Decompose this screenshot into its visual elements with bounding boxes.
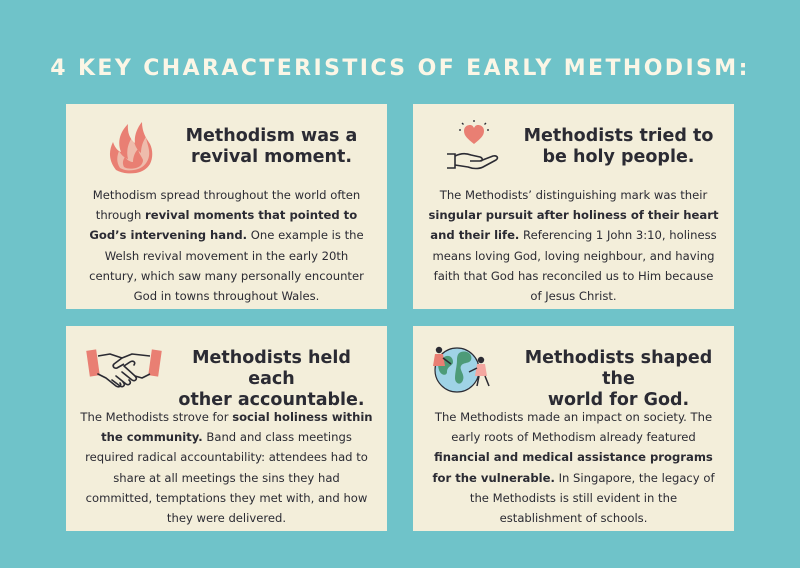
body-text: The Methodists made an impact on society. The early roots of Methodism already featured [434,410,713,445]
card-header [66,104,387,170]
card-body [80,407,373,528]
body-text: Referencing 1 John 3:10, holiness means loving God, loving neighbour, and having faith that God has reconciled us to Him because of Jesus Christ. [432,228,717,304]
card-body [427,407,720,528]
card-body [427,185,720,306]
heading-line-2: other accountable. [178,390,365,410]
body-text: One example is the Welsh revival movement in the early 20th century, which saw many personally encounter God in towns throughout Wales. [89,228,364,304]
flame-icon [106,116,158,174]
handshake-icon [86,344,162,390]
card-header [413,104,734,170]
card-heading [513,126,724,168]
body-bold-text: social holiness within the community. [101,410,373,445]
body-bold-text: singular pursuit after holiness of their heart and their life. [428,208,719,243]
body-text: In Singapore, the legacy of the Methodists is still evident in the establishment of schools. [469,470,715,526]
card-world [413,326,734,531]
card-header [413,326,734,410]
heading-line-2: world for God. [547,390,690,410]
body-text: The Methodists strove for [80,410,233,424]
card-heading [513,348,724,411]
card-accountable [66,326,387,531]
card-header [66,326,387,410]
globe-people-icon [427,340,497,394]
card-body [80,185,373,306]
body-bold-text: revival moments that pointed to God’s intervening hand. [89,208,358,243]
body-bold-text: financial and medical assistance programs for the vulnerable. [432,450,713,485]
heading-line-1: Methodism was a [185,126,358,146]
card-holiness [413,104,734,309]
body-text: Methodism spread throughout the world often through [92,188,361,223]
card-heading [166,348,377,411]
heading-line-2: revival moment. [190,147,353,167]
card-heading [166,126,377,168]
page-title: 4 KEY CHARACTERISTICS OF EARLY METHODISM: [50,56,750,81]
card-revival [66,104,387,309]
body-text: The Methodists’ distinguishing mark was their [439,188,708,202]
heart-in-hand-icon [443,120,505,172]
heading-line-2: be holy people. [542,147,695,167]
body-text: Band and class meetings required radical accountability: attendees had to share at all meetings the sins they had committed, temptations they met with, and how they were delivered. [85,430,368,526]
heading-line-1: Methodists tried to [523,126,714,146]
heading-line-1: Methodists held each [192,348,351,389]
heading-line-1: Methodists shaped the [524,348,713,389]
